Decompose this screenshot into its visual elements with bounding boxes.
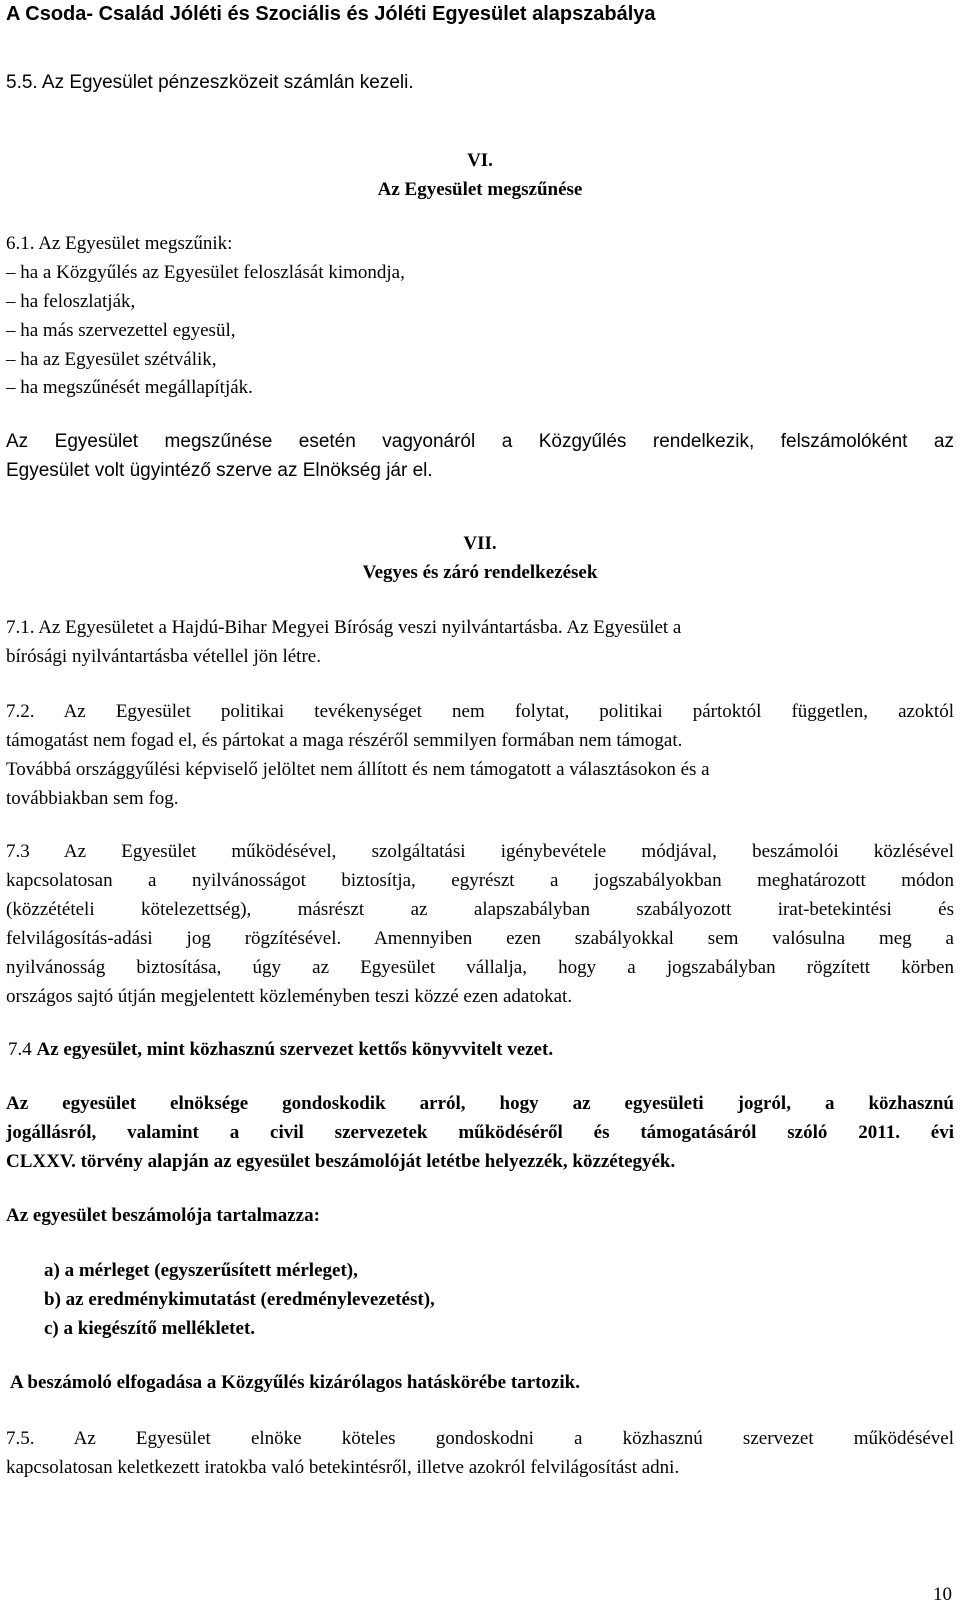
- chapter-7-title: Vegyes és záró rendelkezések: [362, 562, 598, 583]
- list-item: b) az eredménykimutatást (eredménylevezetést),: [44, 1289, 435, 1310]
- section-7-4-text: Az egyesület, mint közhasznú szervezet kettős könyvvitelt vezet.: [36, 1039, 554, 1060]
- list-item: a) a mérleget (egyszerűsített mérleget),: [44, 1260, 358, 1281]
- section-7-5-line: kapcsolatosan keletkezett iratokba való betekintésről, illetve azokról felvilágosítást adni.: [6, 1457, 680, 1478]
- section-7-2-line: Továbbá országgyűlési képviselő jelöltet nem állított és nem támogatott a választásokon és a: [6, 759, 710, 780]
- approval-statement: A beszámoló elfogadása a Közgyűlés kizárólagos hatáskörébe tartozik.: [10, 1372, 580, 1393]
- section-7-1-line: bírósági nyilvántartásba vétellel jön létre.: [6, 646, 321, 667]
- asset-paragraph-line: Az Egyesület megszűnése esetén vagyonáról a Közgyűlés rendelkezik, felszámolóként az: [6, 431, 954, 452]
- section-6-1-intro: 6.1. Az Egyesület megszűnik:: [6, 233, 233, 254]
- board-paragraph-line: CLXXV. törvény alapján az egyesület beszámolóját letétbe helyezzék, közzétegyék.: [6, 1151, 676, 1172]
- board-paragraph-line: jogállásról, valamint a civil szervezetek működéséről és támogatásáról szóló 2011. évi: [6, 1122, 954, 1143]
- section-7-3-line: felvilágosítás-adási jog rögzítésével. Amennyiben ezen szabályokkal sem valósulna meg a: [6, 928, 954, 949]
- list-item: – ha feloszlatják,: [6, 291, 136, 312]
- section-7-2-line: támogatást nem fogad el, és pártokat a maga részéről semmilyen formában nem támogat.: [6, 730, 683, 751]
- section-7-3-line: nyilvánosság biztosítása, úgy az Egyesület vállalja, hogy a jogszabályban rögzített körben: [6, 957, 954, 978]
- list-item: c) a kiegészítő mellékletet.: [44, 1318, 256, 1339]
- chapter-6-title: Az Egyesület megszűnése: [377, 179, 583, 200]
- section-7-3-line: 7.3 Az Egyesület működésével, szolgáltatási igénybevétele módjával, beszámolói közlésével: [6, 841, 954, 862]
- asset-paragraph-line: Egyesület volt ügyintéző szerve az Elnökség jár el.: [6, 460, 433, 481]
- document-title: A Csoda- Család Jóléti és Szociális és Jóléti Egyesület alapszabálya: [6, 3, 656, 25]
- list-item: – ha más szervezettel egyesül,: [6, 320, 236, 341]
- report-intro: Az egyesület beszámolója tartalmazza:: [6, 1205, 320, 1226]
- section-5-5: 5.5. Az Egyesület pénzeszközeit számlán kezeli.: [6, 72, 414, 93]
- list-item: – ha megszűnését megállapítják.: [6, 377, 253, 398]
- page-number: 10: [933, 1584, 952, 1605]
- chapter-7-number: VII.: [463, 533, 497, 554]
- section-7-4-number: 7.4: [8, 1039, 32, 1060]
- section-7-3-line: (közzétételi kötelezettség), másrészt az alapszabályban szabályozott irat-betekintési és: [6, 899, 954, 920]
- section-7-5-line: 7.5. Az Egyesület elnöke köteles gondoskodni a közhasznú szervezet működésével: [6, 1428, 954, 1449]
- section-7-3-line: országos sajtó útján megjelentett közleményben teszi közzé ezen adatokat.: [6, 986, 573, 1007]
- board-paragraph-line: Az egyesület elnöksége gondoskodik arról, hogy az egyesületi jogról, a közhasznú: [6, 1093, 954, 1114]
- section-7-1-line: 7.1. Az Egyesületet a Hajdú-Bihar Megyei Bíróság veszi nyilvántartásba. Az Egyesület a: [6, 617, 682, 638]
- list-item: – ha a Közgyűlés az Egyesület feloszlását kimondja,: [6, 262, 405, 283]
- chapter-6-number: VI.: [467, 150, 493, 171]
- section-7-2-line: továbbiakban sem fog.: [6, 788, 179, 809]
- section-7-4: [8, 1035, 553, 1064]
- section-7-2-line: 7.2. Az Egyesület politikai tevékenységet nem folytat, politikai pártoktól független, azoktól: [6, 701, 954, 722]
- list-item: – ha az Egyesület szétválik,: [6, 349, 217, 370]
- section-7-3-line: kapcsolatosan a nyilvánosságot biztosítja, egyrészt a jogszabályokban meghatározott módon: [6, 870, 954, 891]
